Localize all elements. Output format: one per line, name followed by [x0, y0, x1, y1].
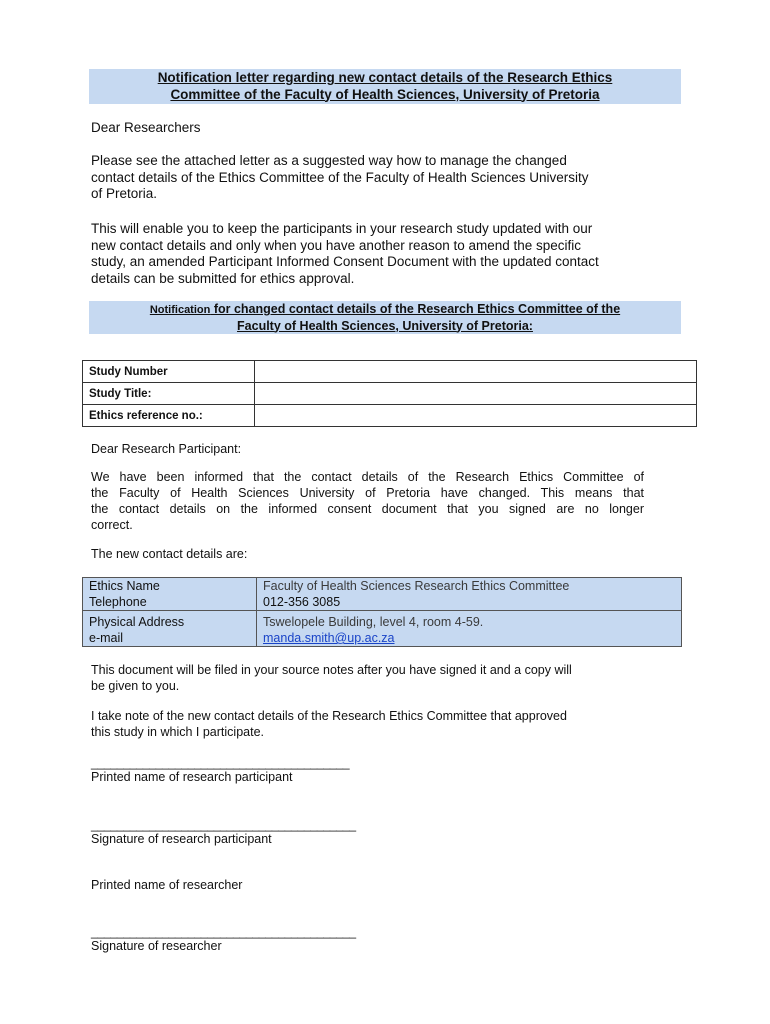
ethics-reference-label: Ethics reference no.:	[83, 405, 255, 427]
participant-paragraph-line: the contact details on the informed consent document that you signed are no longer	[91, 502, 644, 516]
new-details-intro: The new contact details are:	[91, 547, 248, 561]
purpose-paragraph-line: details can be submitted for ethics approval.	[91, 270, 355, 286]
participant-paragraph-line: We have been informed that the contact details of the Research Ethics Committee of	[91, 470, 644, 484]
document-title	[89, 69, 681, 104]
notification-heading-line	[89, 302, 681, 319]
purpose-paragraph-line: study, an amended Participant Informed Consent Document with the updated contact	[91, 254, 599, 269]
participant-signature-line[interactable]: _________________________________________	[91, 818, 356, 832]
telephone-value: 012-356 3085	[263, 595, 341, 609]
address-value: Tswelopele Building, level 4, room 4-59.	[263, 615, 484, 629]
filing-paragraph-line: be given to you.	[91, 679, 180, 693]
filing-paragraph	[91, 662, 661, 694]
study-details-table	[82, 360, 697, 427]
contact-details-table	[82, 577, 682, 647]
participant-paragraph-line: the Faculty of Health Sciences University of Pretoria have changed. This means that	[91, 486, 644, 500]
notification-heading-lead: Notification	[149, 304, 211, 316]
acknowledge-paragraph-line: I take note of the new contact details of the Research Ethics Committee that approved	[91, 709, 567, 723]
printed-name-participant-label: Printed name of research participant	[91, 770, 293, 784]
table-row	[83, 361, 697, 383]
table-row	[83, 405, 697, 427]
table-row	[83, 611, 682, 647]
acknowledge-paragraph	[91, 708, 661, 740]
ethics-name-label: Ethics Name	[89, 579, 160, 593]
contact-value-cell	[257, 578, 682, 611]
researcher-signature-line[interactable]: _________________________________________	[91, 925, 356, 939]
signature-participant-label: Signature of research participant	[91, 832, 272, 846]
participant-name-line[interactable]: ________________________________________	[91, 756, 350, 770]
document-title-line: Committee of the Faculty of Health Sciences, University of Pretoria	[170, 86, 600, 102]
document-title-line: Notification letter regarding new contact details of the Research Ethics	[157, 70, 613, 85]
acknowledge-paragraph-line: this study in which I participate.	[91, 725, 264, 739]
email-link[interactable]: manda.smith@up.ac.za	[263, 631, 395, 645]
notification-heading-rest: for changed contact details of the Research Ethics Committee of the	[210, 302, 621, 316]
ethics-reference-field[interactable]	[255, 405, 697, 427]
printed-name-researcher-label: Printed name of researcher	[91, 878, 243, 892]
purpose-paragraph	[91, 221, 691, 287]
participant-paragraph-line: correct.	[91, 518, 133, 532]
notification-heading	[89, 301, 681, 334]
purpose-paragraph-line: new contact details and only when you have another reason to amend the specific	[91, 237, 582, 253]
email-label: e-mail	[89, 631, 124, 645]
ethics-name-value: Faculty of Health Sciences Research Ethics Committee	[263, 579, 570, 593]
table-row	[83, 578, 682, 611]
signature-researcher-label: Signature of researcher	[91, 939, 222, 953]
study-number-label: Study Number	[83, 361, 255, 383]
study-title-label: Study Title:	[83, 383, 255, 405]
study-number-field[interactable]	[255, 361, 697, 383]
greeting: Dear Researchers	[91, 120, 201, 135]
participant-paragraph	[91, 469, 644, 533]
telephone-label: Telephone	[89, 595, 147, 609]
contact-label-cell	[83, 611, 257, 647]
intro-paragraph-line: contact details of the Ethics Committee of the Faculty of Health Sciences University	[91, 169, 589, 185]
intro-paragraph-line: of Pretoria.	[91, 186, 158, 201]
filing-paragraph-line: This document will be filed in your source notes after you have signed it and a copy will	[91, 663, 572, 677]
contact-label-cell	[83, 578, 257, 611]
intro-paragraph-line: Please see the attached letter as a suggested way how to manage the changed	[91, 153, 567, 168]
study-title-field[interactable]	[255, 383, 697, 405]
purpose-paragraph-line: This will enable you to keep the participants in your research study updated with our	[91, 221, 593, 236]
table-row	[83, 383, 697, 405]
notification-heading-line: Faculty of Health Sciences, University of Pretoria:	[237, 318, 533, 333]
intro-paragraph	[91, 153, 691, 203]
contact-value-cell	[257, 611, 682, 647]
participant-greeting: Dear Research Participant:	[91, 442, 242, 456]
address-label: Physical Address	[89, 615, 185, 629]
